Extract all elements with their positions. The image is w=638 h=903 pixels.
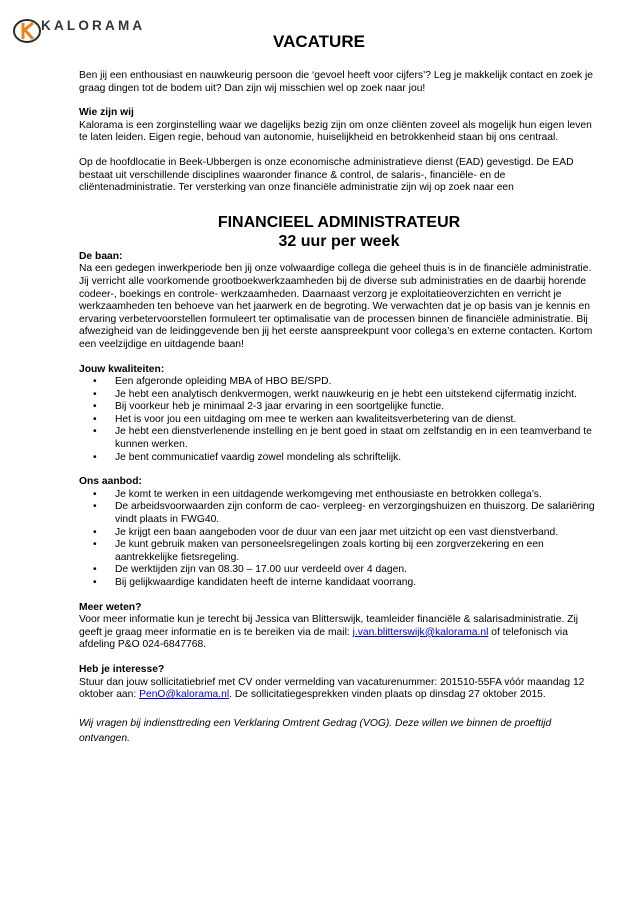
- list-item: • Je komt te werken in een uitdagende werkomgeving met enthousiaste en betrokken collega’s.: [93, 488, 542, 500]
- bullet-icon: •: [93, 577, 97, 588]
- baan-heading: De baan:: [79, 250, 123, 262]
- bullet-icon: •: [93, 451, 97, 463]
- page-title: VACATURE: [273, 32, 365, 51]
- bullet-icon: •: [93, 388, 97, 400]
- list-item: • Je hebt een analytisch denkvermogen, werkt nauwkeurig en je hebt een uitstekend cijfermatig inzicht.: [93, 388, 577, 400]
- bullet-icon: •: [93, 426, 97, 438]
- job-hours: 32 uur per week: [278, 232, 400, 250]
- bullet-icon: •: [93, 564, 97, 576]
- kwaliteiten-heading: Jouw kwaliteiten:: [79, 363, 165, 375]
- wie-heading: Wie zijn wij: [79, 107, 134, 119]
- interesse-text: Stuur dan jouw sollicitatiebrief met CV onder vermelding van vacaturenummer: 201510-55FA vóór maandag 12 oktober aan: PenO@kalorama.nl. De sollicitatiegesprekken vinden plaats op dinsdag 27 oktober 2015.: [79, 676, 585, 701]
- baan-text: Na een gedegen inwerkperiode ben jij onze volwaardige collega die geheel thuis is in de financiële administratie. Jij verricht alle voorkomende grootboekwerkzaamheden bij de diverse sub administraties en de daarbij horende codeer-, boekings en controle- werkzaamheden. Daarnaast verzorg je exploitatieoverzichten en verricht je werkzaamheden ten behoeve van het jaarwerk en de begroting. We verwachten dat je op basis van je kennis en ervaring verbetervoorstellen formuleert ter optimalisatie van de processen binnen de financiële administratie. Bij afwezigheid van de leidinggevende ben jij het eerste aanspreekpunt voor collega’s en externe contacten. Kortom een veelzijdige en uitdagende baan!: [79, 263, 593, 350]
- meer-text: Voor meer informatie kun je terecht bij Jessica van Blitterswijk, teamleider financiële & salarisadministratie. Zij geeft je graag meer informatie en is te bereiken via de mail: j.van.blitterswijk@kalorama.nl of telefonisch via afdeling P&O 024-6847768.: [79, 614, 579, 651]
- list-item: • Het is voor jou een uitdaging om mee te werken aan kwaliteitsverbetering van de dienst.: [93, 413, 517, 425]
- application-email-link[interactable]: PenO@kalorama.nl: [139, 689, 230, 701]
- intro-text: Ben jij een enthousiast en nauwkeurig persoon die ‘gevoel heeft voor cijfers’? Leg je makkelijk contact en zoek je graag dingen tot de bodem uit? Dan zijn wij misschien wel op zoek naar jou!: [79, 70, 594, 94]
- bullet-icon: •: [93, 401, 97, 413]
- logo-wordmark: KALORAMA: [41, 18, 146, 33]
- list-item: • Je bent communicatief vaardig zowel mondeling als schriftelijk.: [93, 451, 402, 463]
- bullet-icon: •: [93, 488, 97, 500]
- interesse-heading: Heb je interesse?: [79, 663, 165, 675]
- list-item: • Bij voorkeur heb je minimaal 2-3 jaar ervaring in een soortgelijke functie.: [93, 401, 445, 413]
- bullet-icon: •: [93, 376, 97, 388]
- list-item: • Je kunt gebruik maken van personeelsregelingen zoals korting bij een zorgverzekering en een aantrekkelijke fietsregeling.: [93, 539, 544, 563]
- contact-email-link[interactable]: j.van.blitterswijk@kalorama.nl: [352, 626, 489, 638]
- wie-text: Kalorama is een zorginstelling waar we dagelijks bezig zijn om onze cliënten zoveel als mogelijk hun eigen leven te laten leiden. Eigen regie, behoud van autonomie, huiselijkheid en betrokkenheid staan bij ons centraal.: [79, 119, 592, 144]
- list-item: • De arbeidsvoorwaarden zijn conform de cao- verpleeg- en verzorgingshuizen en thuiszorg. De salariëring vindt plaats in FWG40.: [93, 501, 595, 526]
- bullet-icon: •: [93, 501, 97, 513]
- job-title: FINANCIEEL ADMINISTRATEUR: [217, 213, 461, 231]
- vacancy-body: [79, 70, 599, 746]
- list-item: • Je krijgt een baan aangeboden voor de duur van een jaar met uitzicht op een vast dienstverband.: [93, 526, 559, 538]
- meer-heading: Meer weten?: [79, 601, 142, 613]
- list-item: • Een afgeronde opleiding MBA of HBO BE/SPD.: [93, 376, 332, 388]
- list-item: • De werktijden zijn van 08.30 – 17.00 uur verdeeld over 4 dagen.: [93, 564, 407, 576]
- vog-note: Wij vragen bij indiensttreding een Verklaring Omtrent Gedrag (VOG). Deze willen we binnen de proeftijd ontvangen.: [79, 717, 552, 744]
- list-item: • Je hebt een dienstverlenende instelling en je bent goed in staat om zelfstandig en in een teamverband te kunnen werken.: [93, 426, 592, 451]
- bullet-icon: •: [93, 526, 97, 538]
- list-item: • Bij gelijkwaardige kandidaten heeft de interne kandidaat voorrang.: [93, 577, 417, 588]
- aanbod-heading: Ons aanbod:: [79, 476, 142, 488]
- kwaliteiten-list: [79, 376, 599, 464]
- bullet-icon: •: [93, 539, 97, 551]
- aanbod-list: [79, 489, 599, 590]
- wie-text-2: Op de hoofdlocatie in Beek-Ubbergen is onze economische administratieve dienst (EAD) gevestigd. De EAD bestaat uit verschillende disciplines waaronder finance & control, de salaris-, financiële- en de cliëntenadministratie. Ter versterking van onze financiële administratie zijn wij op zoek naar een: [79, 156, 574, 194]
- bullet-icon: •: [93, 413, 97, 425]
